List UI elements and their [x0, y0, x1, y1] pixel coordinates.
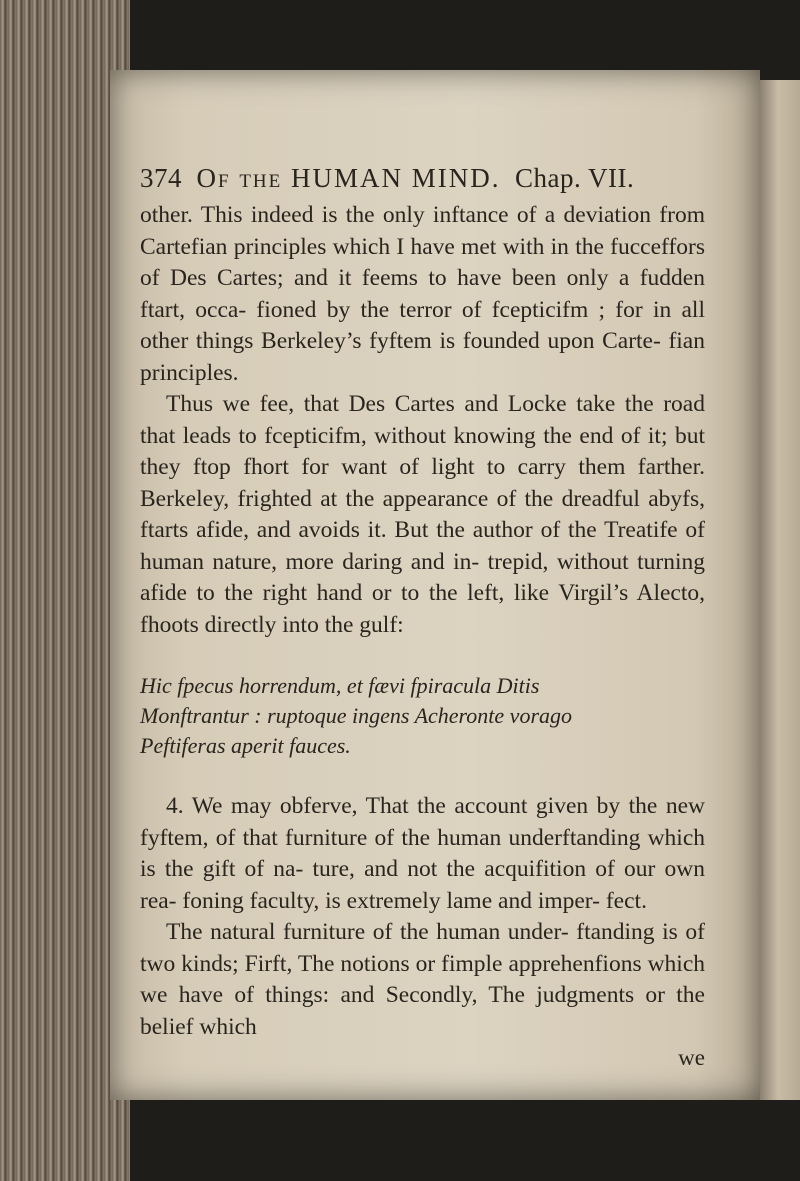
- chapter-label: Chap. VII.: [515, 163, 635, 193]
- page-text: [140, 160, 705, 1071]
- verse-line-3: Peftiferas aperit fauces.: [140, 733, 351, 758]
- page-number: 374: [140, 163, 182, 193]
- paragraph-1: other. This indeed is the only inftance of a deviation from Cartefian principles which I have met with in the fucceffors of Des Cartes; and it feems to have been only a fudden ftart, occa- fioned by the terror of fcepticifm ; for in all other things Berkeley’s fyftem is founded upon Carte- fian principles.: [140, 202, 705, 386]
- latin-quotation: [140, 671, 705, 761]
- verse-line-2: Monftrantur : ruptoque ingens Acheronte vorago: [140, 703, 573, 728]
- paragraph-3: 4. We may obferve, That the account given by the new fyftem, of that furniture of the human underftanding which is the gift of na- ture, and not the acquifition of our own rea- foning faculty, is extremely lame and imper- fect.: [140, 793, 705, 914]
- running-title: Of the HUMAN MIND.: [196, 163, 501, 193]
- verse-line-1: Hic fpecus horrendum, et fævi fpiracula Ditis: [140, 673, 540, 698]
- facing-page-edge: [760, 80, 800, 1100]
- paragraph-2: Thus we fee, that Des Cartes and Locke take the road that leads to fcepticifm, without knowing the end of it; but they ftop fhort for want of light to carry them farther. Berkeley, frighted at the appearance of the dreadful abyfs, ftarts afide, and avoids it. But the author of the Treatife of human nature, more daring and in- trepid, without turning afide to the right hand or to the left, like Virgil’s Alecto, fhoots directly into the gulf:: [140, 391, 705, 638]
- paragraph-4: The natural furniture of the human under- ftanding is of two kinds; Firft, The notions or fimple apprehenfions which we have of things: and Secondly, The judgments or the belief which: [140, 919, 705, 1040]
- catchword: we: [678, 1045, 705, 1070]
- running-head: [140, 160, 705, 196]
